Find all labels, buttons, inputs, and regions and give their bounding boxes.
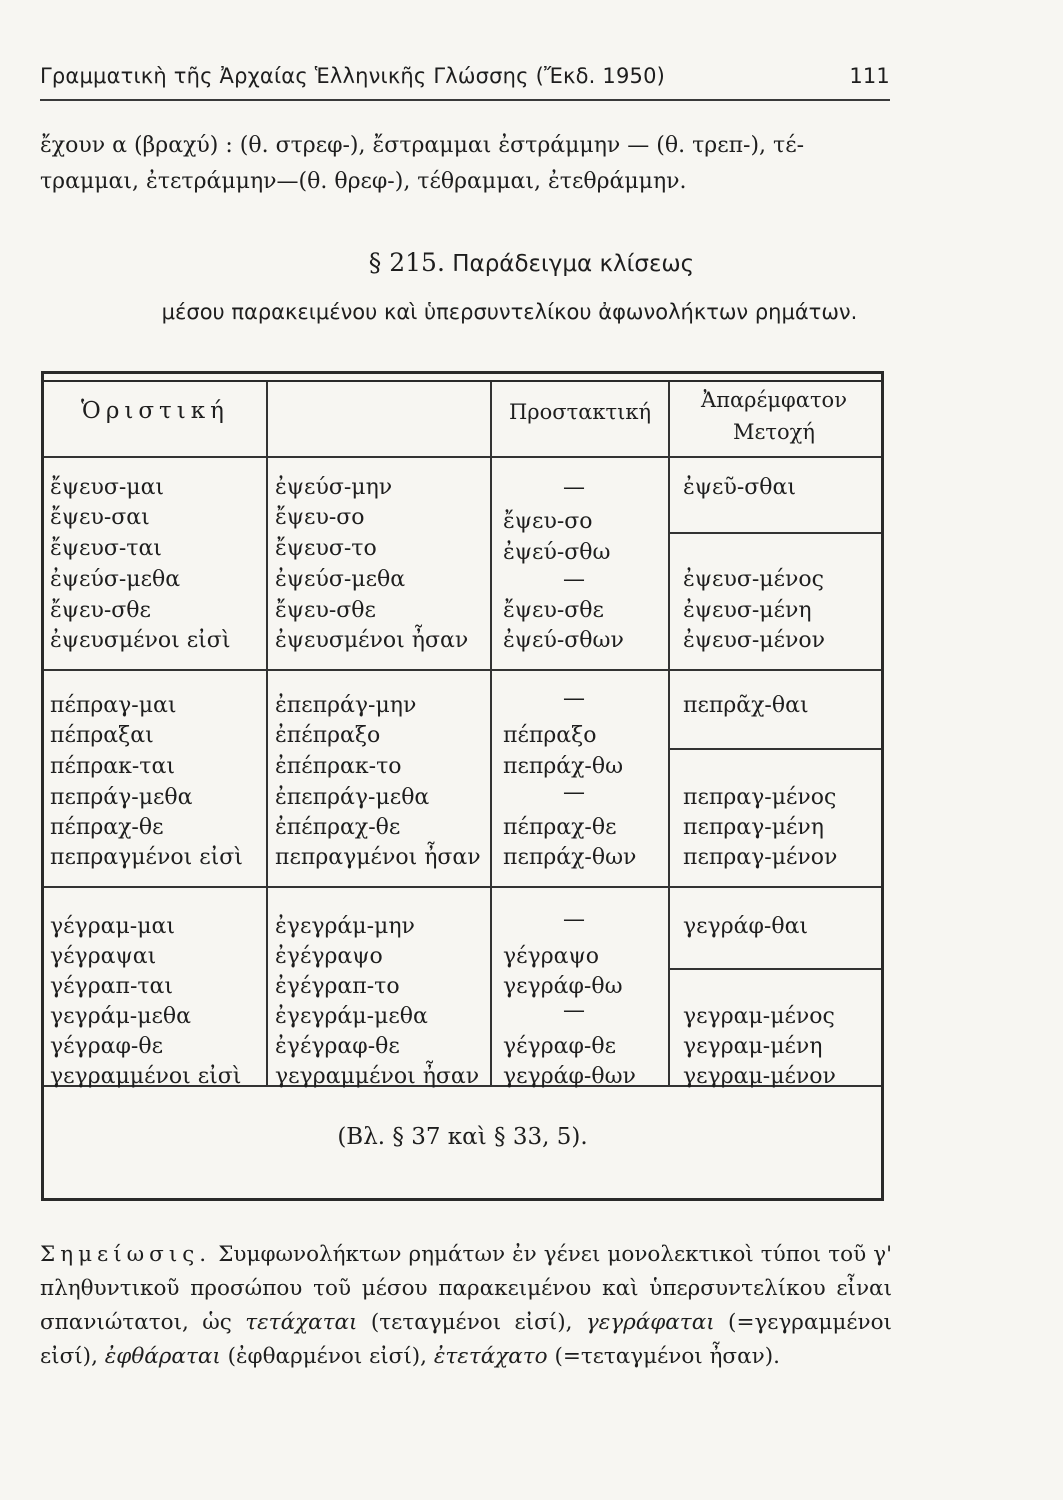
table-cell: ἔψευ-σο: [275, 505, 365, 530]
table-cell: πεπραγ-μένη: [683, 815, 824, 840]
table-cell: ἔψευσ-ται: [50, 536, 162, 561]
table-cell: πέπρακ-ται: [50, 754, 175, 779]
group-rule: [44, 886, 881, 888]
table-cell: ἔψευ-σθε: [503, 598, 604, 623]
table-cell: ἐψεύσ-μεθα: [275, 567, 406, 592]
section-number: § 215.: [368, 248, 445, 277]
table-cell: γέγραψαι: [50, 944, 157, 969]
note-example: γεγράφαται: [585, 1310, 715, 1335]
table-cell: ἔψευ-σο: [503, 509, 593, 534]
table-cell: γέγραφ-θε: [50, 1034, 163, 1059]
section-title: Παράδειγμα κλίσεως: [452, 251, 695, 277]
infinitive-rule: [670, 968, 881, 970]
table-cell: πέπραχ-θε: [503, 815, 617, 840]
table-cell: πεπράγ-μεθα: [50, 785, 193, 810]
note-example: ἐτετάχατο: [433, 1344, 548, 1369]
header-aparemfaton-metochi: [670, 384, 878, 448]
table-cell: ἐψεύσ-μεθα: [50, 567, 181, 592]
table-cell: ἐψεύ-σθων: [503, 628, 624, 653]
header-prostaktiki: Προστακτική: [508, 400, 652, 424]
table-cell: γεγραμ-μένος: [683, 1004, 835, 1029]
table-cell: γέγραμ-μαι: [50, 914, 175, 939]
table-cell: γεγράμ-μεθα: [50, 1004, 192, 1029]
table-cell: ἐπέπρακ-το: [275, 754, 402, 779]
table-cell: γεγράφ-θαι: [683, 914, 809, 939]
table-cell: —: [563, 686, 585, 711]
cross-reference: (Βλ. § 37 καὶ § 33, 5).: [337, 1124, 588, 1150]
table-cell: ἐγέγραφ-θε: [275, 1034, 400, 1059]
table-cell: ἔψευ-σθε: [50, 598, 151, 623]
table-cell: —: [563, 998, 585, 1023]
intro-paragraph: [40, 128, 892, 200]
header-metochi: Μετοχή: [733, 420, 815, 444]
table-cell: ἐψευσμένοι ἦσαν: [275, 628, 469, 653]
table-cell: γεγράφ-θων: [503, 1064, 636, 1089]
table-cell: ἔψευσ-το: [275, 536, 377, 561]
table-cell: ἔψευ-σαι: [50, 505, 150, 530]
header-aparemfaton: Ἀπαρέμφατον: [701, 388, 847, 412]
table-cell: —: [563, 907, 585, 932]
table-cell: ἐψευσμένοι εἰσὶ: [50, 628, 231, 653]
note-example: τετάχαται: [245, 1310, 358, 1335]
table-cell: γεγραμμένοι εἰσὶ: [50, 1064, 242, 1089]
note-text: (τεταγμένοι εἰσί),: [357, 1310, 586, 1335]
table-cell: γεγραμμένοι ἦσαν: [275, 1064, 480, 1089]
page-number: 111: [849, 64, 890, 88]
table-cell: πεπραγμένοι ἦσαν: [275, 845, 481, 870]
table-cell: γεγράφ-θω: [503, 974, 623, 999]
note-text: (ἐφθαρμένοι εἰσί),: [220, 1344, 434, 1369]
column-rule: [490, 382, 492, 1085]
note-text: Συμφωνολήκτων ρημάτων ἐν γένει μονολεκτικοὶ τύποι τοῦ γ' πληθυντικοῦ προσώπου τοῦ μέσου παρακειμένου καὶ ὑπερσυντελίκου εἶναι σπανιώτατοι, ὡς: [40, 1242, 892, 1335]
group-rule: [44, 669, 881, 671]
table-cell: ἐψευσ-μένη: [683, 598, 812, 623]
table-cell: ἐπεπράγ-μην: [275, 693, 417, 718]
table-cell: ἐψεῦ-σθαι: [683, 475, 797, 500]
table-cell: πεπραγ-μένος: [683, 785, 837, 810]
table-cell: πεπρᾶχ-θαι: [683, 693, 809, 718]
table-cell: γέγραψο: [503, 944, 599, 969]
table-double-rule: [44, 380, 881, 382]
table-cell: γέγραπ-ται: [50, 974, 174, 999]
intro-line-1: ἔχουν α (βραχύ) : (θ. στρεφ-), ἔστραμμαι ἐστράμμην — (θ. τρεπ-), τέ-: [40, 133, 805, 158]
intro-line-2: τραμμαι, ἐτετράμμην—(θ. θρεφ-), τέθραμμαι, ἐτεθράμμην.: [40, 169, 687, 194]
running-head-title: Γραμματικὴ τῆς Ἀρχαίας Ἑλληνικῆς Γλώσσης (Ἔκδ. 1950): [40, 64, 666, 88]
table-cell: πεπράχ-θων: [503, 845, 637, 870]
table-cell: ἐψευσ-μένος: [683, 567, 824, 592]
column-rule: [266, 382, 268, 1085]
table-cell: ἔψευσ-μαι: [50, 475, 165, 500]
table-cell: γεγραμ-μένον: [683, 1064, 836, 1089]
section-heading: [0, 248, 1063, 277]
running-head: [40, 58, 890, 98]
infinitive-rule: [670, 748, 881, 750]
table-cell: πέπραξαι: [50, 723, 154, 748]
header-oristiki: Ὁριστική: [81, 398, 229, 424]
table-cell: πεπράχ-θω: [503, 754, 624, 779]
note-lead: Σημείωσις.: [40, 1242, 212, 1267]
table-cell: πέπραχ-θε: [50, 815, 164, 840]
table-cell: —: [563, 780, 585, 805]
table-cell: ἐγέγραπ-το: [275, 974, 400, 999]
table-cell: γέγραφ-θε: [503, 1034, 616, 1059]
table-cell: ἐπεπράγ-μεθα: [275, 785, 430, 810]
table-cell: ἐψευσ-μένον: [683, 628, 825, 653]
infinitive-rule: [670, 532, 881, 534]
table-cell: πεπραγμένοι εἰσὶ: [50, 845, 243, 870]
column-rule: [668, 382, 670, 1085]
table-cell: ἔψευ-σθε: [275, 598, 376, 623]
table-cell: πέπραξο: [503, 723, 597, 748]
table-cell: —: [563, 475, 585, 500]
note-text: (=γεγραμμένοι εἰσί),: [40, 1310, 892, 1369]
table-cell: πεπραγ-μένον: [683, 845, 838, 870]
note-example: ἐφθάραται: [104, 1344, 221, 1369]
table-cell: ἐπέπραξο: [275, 723, 381, 748]
table-cell: —: [563, 567, 585, 592]
table-cell: ἐψεύσ-μην: [275, 475, 393, 500]
table-cell: ἐγεγράμ-μεθα: [275, 1004, 428, 1029]
table-cell: ἐπέπραχ-θε: [275, 815, 401, 840]
table-cell: γεγραμ-μένη: [683, 1034, 823, 1059]
note-text: (=τεταγμένοι ἦσαν).: [547, 1344, 780, 1369]
header-rule: [40, 99, 890, 101]
table-cell: πέπραγ-μαι: [50, 693, 177, 718]
table-cell: ἐψεύ-σθω: [503, 540, 611, 565]
table-cell: ἐγεγράμ-μην: [275, 914, 415, 939]
section-subtitle: μέσου παρακειμένου καὶ ὑπερσυντελίκου ἀφωνολήκτων ρημάτων.: [161, 300, 858, 324]
header-row-rule: [44, 456, 881, 458]
note-paragraph: [40, 1238, 892, 1374]
table-cell: ἐγέγραψο: [275, 944, 383, 969]
